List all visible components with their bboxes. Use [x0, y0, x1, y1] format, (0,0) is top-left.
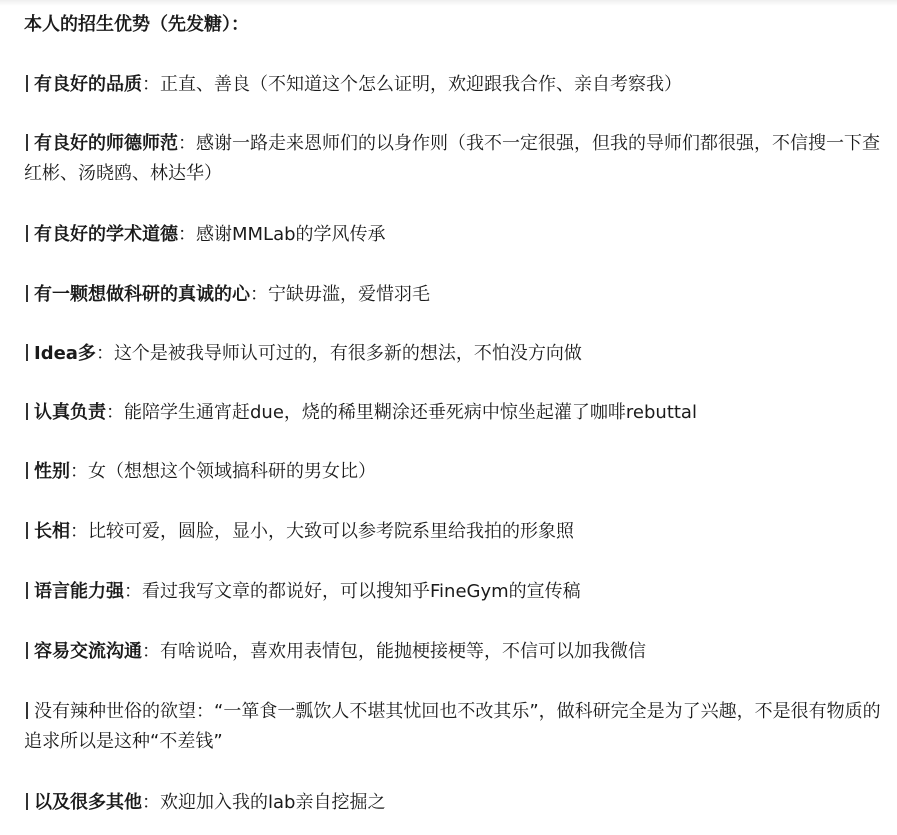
item-text: 宁缺毋滥，爱惜羽毛: [268, 284, 430, 305]
item-label: 长相: [34, 521, 70, 542]
item-text: 没有辣种世俗的欲望：“一箪食一瓢饮人不堪其忧回也不改其乐”，做科研完全是为了兴趣，不是很有物质的追求所以是这种“不差钱”: [24, 701, 881, 752]
list-item: [24, 697, 882, 757]
item-label: 有良好的师德师范: [34, 133, 178, 154]
item-text: 看过我写文章的都说好，可以搜知乎FineGym的宣传稿: [142, 581, 581, 602]
list-item: 有良好的学术道德：感谢MMLab的学风传承: [24, 220, 882, 250]
item-marker: [26, 75, 28, 92]
item-text: 这个是被我导师认可过的，有很多新的想法，不怕没方向做: [113, 343, 582, 364]
list-item: 语言能力强：看过我写文章的都说好，可以搜知乎FineGym的宣传稿: [24, 577, 882, 607]
section-heading: 本人的招生优势（先发糖）：: [24, 14, 249, 35]
item-marker: [26, 403, 28, 420]
item-marker: [26, 793, 28, 810]
item-label: 语言能力强: [34, 581, 124, 602]
item-text: 有啥说哈，喜欢用表情包，能抛梗接梗等，不信可以加我微信: [160, 641, 646, 662]
item-text: 比较可爱，圆脸，显小，大致可以参考院系里给我拍的形象照: [88, 521, 574, 542]
item-label: Idea多: [34, 343, 96, 364]
item-text: 能陪学生通宵赶due，烧的稀里糊涂还垂死病中惊坐起灌了咖啡rebuttal: [124, 402, 697, 423]
list-item: 认真负责：能陪学生通宵赶due，烧的稀里糊涂还垂死病中惊坐起灌了咖啡rebuttal: [24, 398, 882, 428]
item-label: 性别: [34, 461, 70, 482]
list-item: 有良好的品质：正直、善良（不知道这个怎么证明，欢迎跟我合作、亲自考察我）: [24, 70, 882, 100]
list-item: 长相：比较可爱，圆脸，显小，大致可以参考院系里给我拍的形象照: [24, 517, 882, 547]
item-marker: [26, 285, 28, 302]
item-marker: [26, 642, 28, 659]
top-shade: [0, 0, 897, 6]
item-label: 有良好的学术道德: [34, 224, 178, 245]
item-marker: [26, 344, 28, 361]
item-label: 认真负责: [34, 402, 106, 423]
item-label: 有良好的品质: [34, 74, 142, 95]
list-item: 性别：女（想想这个领域搞科研的男女比）: [24, 457, 882, 487]
item-label: 有一颗想做科研的真诚的心: [34, 284, 250, 305]
item-text: 欢迎加入我的lab亲自挖掘之: [160, 792, 386, 813]
item-marker: [26, 522, 28, 539]
item-marker: [26, 582, 28, 599]
item-marker: [26, 702, 28, 719]
item-label: 容易交流沟通: [34, 641, 142, 662]
item-marker: [26, 225, 28, 242]
list-item: 有一颗想做科研的真诚的心：宁缺毋滥，爱惜羽毛: [24, 280, 882, 310]
list-item: Idea多：这个是被我导师认可过的，有很多新的想法，不怕没方向做: [24, 339, 882, 369]
item-text: 感谢一路走来恩师们的以身作则（我不一定很强，但我的导师们都很强，不信搜一下查红彬、汤晓鸥、林达华）: [24, 133, 880, 184]
list-item: 以及很多其他：欢迎加入我的lab亲自挖掘之: [24, 788, 882, 818]
item-marker: [26, 462, 28, 479]
item-text: 女（想想这个领域搞科研的男女比）: [88, 461, 376, 482]
list-item: 容易交流沟通：有啥说哈，喜欢用表情包，能抛梗接梗等，不信可以加我微信: [24, 637, 882, 667]
list-item: 有良好的师德师范：感谢一路走来恩师们的以身作则（我不一定很强，但我的导师们都很强，不信搜一下查红彬、汤晓鸥、林达华）: [24, 133, 880, 184]
item-text: 感谢MMLab的学风传承: [196, 224, 386, 245]
item-text: 正直、善良（不知道这个怎么证明，欢迎跟我合作、亲自考察我）: [160, 74, 682, 95]
item-marker: [26, 134, 28, 151]
item-label: 以及很多其他: [34, 792, 142, 813]
